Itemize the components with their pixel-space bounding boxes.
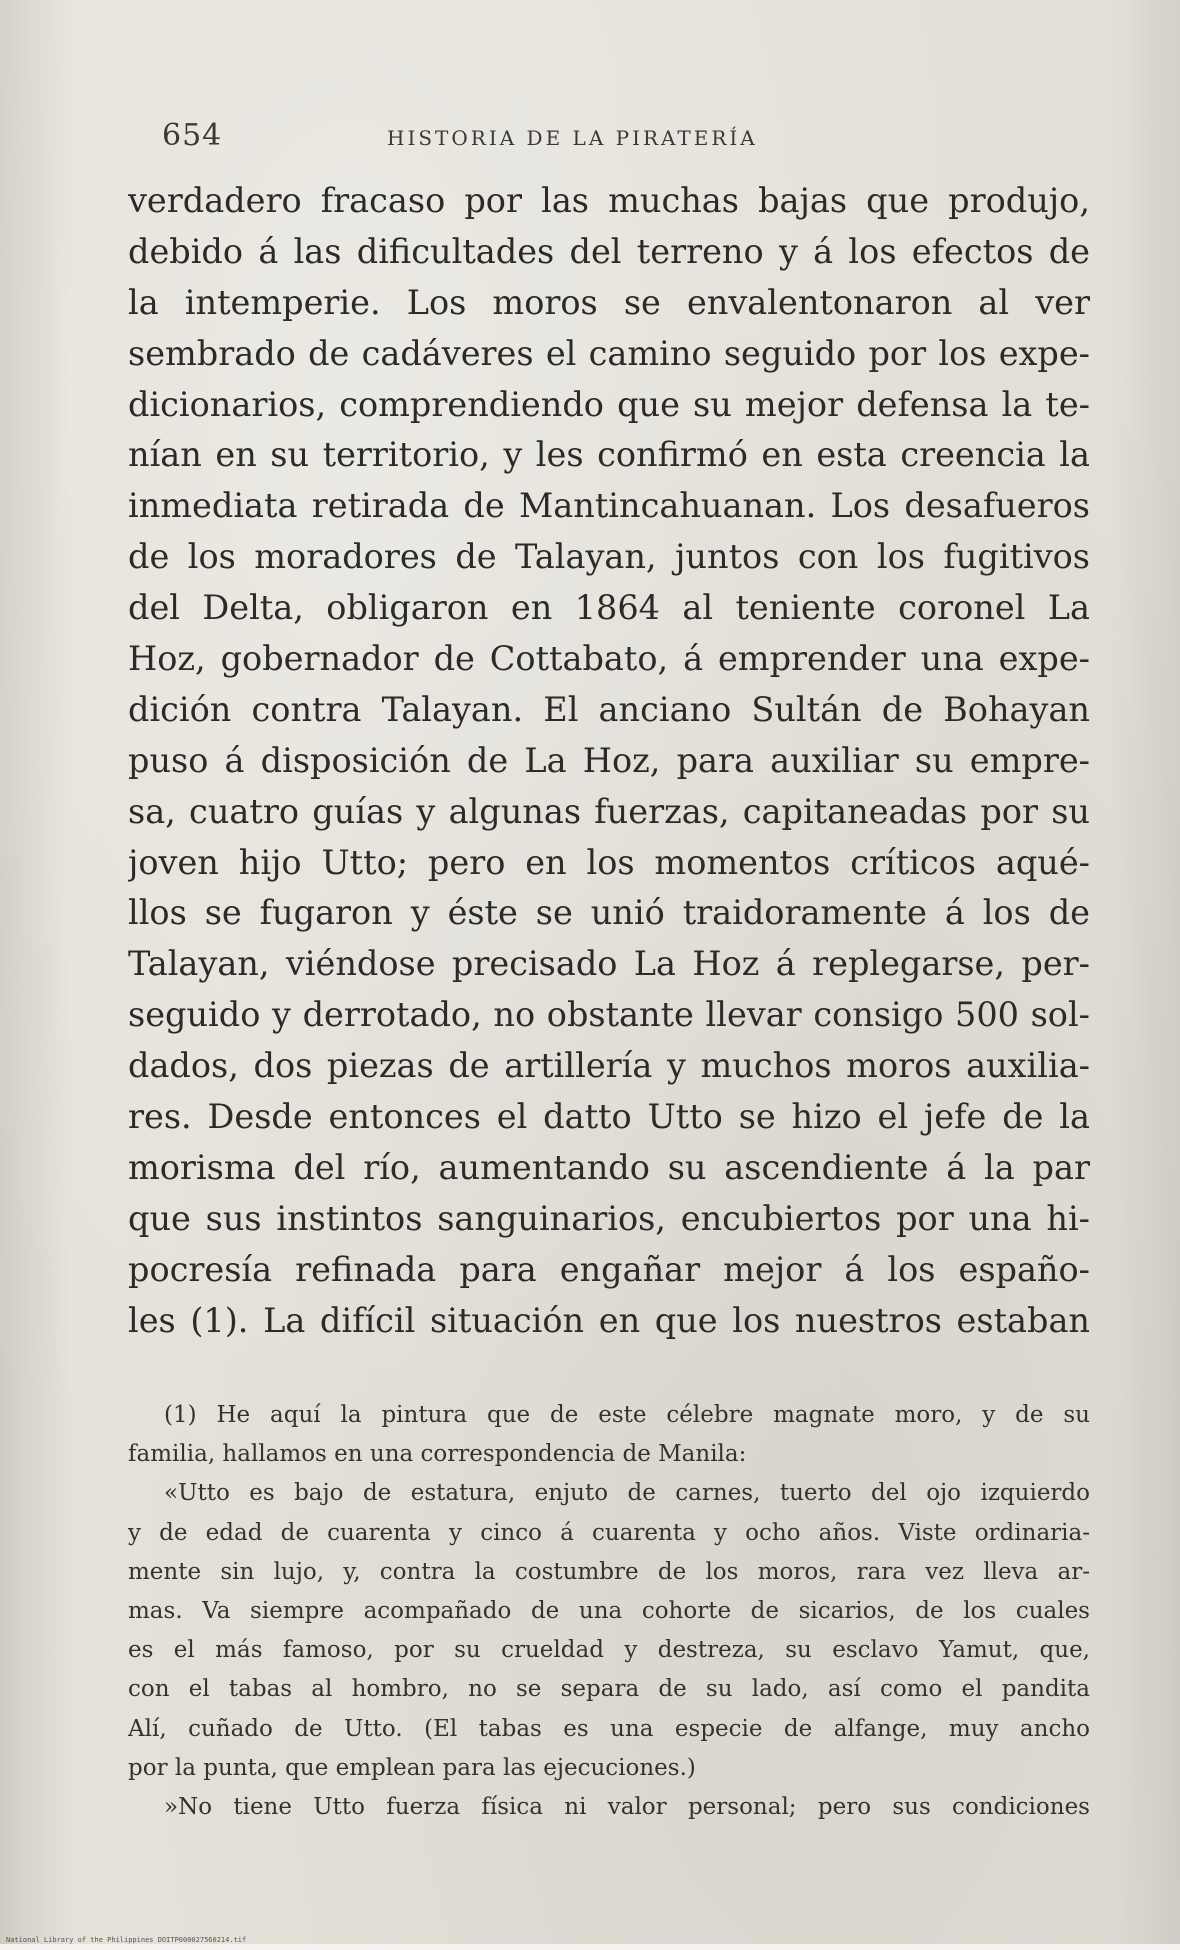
- footnote-line: mas. Va siempre acompañado de una cohorte de sicarios, de los cuales: [128, 1597, 1090, 1624]
- body-line: seguido y derrotado, no obstante llevar consigo 500 sol-: [128, 995, 1090, 1035]
- body-text: [128, 176, 1090, 1346]
- body-line: que sus instintos sanguinarios, encubiertos por una hi-: [128, 1198, 1090, 1238]
- footnote-line: »No tiene Utto fuerza física ni valor personal; pero sus condiciones: [164, 1793, 1090, 1820]
- body-line: les (1). La difícil situación en que los nuestros estaban: [128, 1300, 1090, 1340]
- body-line: debido á las dificultades del terreno y á los efectos de: [128, 231, 1090, 271]
- body-line: pocresía refinada para engañar mejor á los españo-: [128, 1249, 1090, 1289]
- page-number: 654: [162, 118, 223, 153]
- page-header: [162, 118, 1090, 158]
- footnote-line: es el más famoso, por su crueldad y destreza, su esclavo Yamut, que,: [128, 1637, 1090, 1664]
- body-line: sa, cuatro guías y algunas fuerzas, capitaneadas por su: [128, 791, 1090, 831]
- body-line: nían en su territorio, y les confirmó en esta creencia la: [128, 435, 1090, 475]
- body-line: dicionarios, comprendiendo que su mejor defensa la te-: [128, 384, 1090, 424]
- body-line: Talayan, viéndose precisado La Hoz á replegarse, per-: [128, 944, 1090, 984]
- body-line: dición contra Talayan. El anciano Sultán de Bohayan: [128, 689, 1090, 729]
- body-line: dados, dos piezas de artillería y muchos moros auxilia-: [128, 1046, 1090, 1086]
- body-line: la intemperie. Los moros se envalentonaron al ver: [128, 282, 1090, 322]
- body-line: sembrado de cadáveres el camino seguido por los expe-: [128, 333, 1090, 373]
- footnote-line: Alí, cuñado de Utto. (El tabas es una especie de alfange, muy ancho: [128, 1715, 1090, 1742]
- body-line: de los moradores de Talayan, juntos con los fugitivos: [128, 537, 1090, 577]
- footnote-line: familia, hallamos en una correspondencia de Manila:: [128, 1441, 747, 1468]
- page-bottom-edge: [0, 1944, 1180, 1950]
- body-line: joven hijo Utto; pero en los momentos críticos aqué-: [128, 842, 1090, 882]
- body-line: llos se fugaron y éste se unió traidoramente á los de: [128, 893, 1090, 933]
- footnote-line: por la punta, que emplean para las ejecuciones.): [128, 1754, 696, 1781]
- body-line: morisma del río, aumentando su ascendiente á la par: [128, 1147, 1090, 1187]
- footnotes: [128, 1396, 1090, 1827]
- footnote-line: (1) He aquí la pintura que de este célebre magnate moro, y de su: [164, 1402, 1090, 1428]
- body-line: inmediata retirada de Mantincahuanan. Los desafueros: [128, 486, 1090, 526]
- body-line: res. Desde entonces el datto Utto se hizo el jefe de la: [128, 1097, 1090, 1137]
- scan-credit: National Library of the Philippines DOITP000027560214.tif: [6, 1936, 247, 1944]
- footnote-line: con el tabas al hombro, no se separa de su lado, así como el pandita: [128, 1676, 1090, 1703]
- body-line: verdadero fracaso por las muchas bajas que produjo,: [128, 181, 1090, 220]
- footnote-line: y de edad de cuarenta y cinco á cuarenta y ocho años. Viste ordinaria-: [128, 1519, 1090, 1546]
- footnote-line: «Utto es bajo de estatura, enjuto de carnes, tuerto del ojo izquierdo: [164, 1480, 1090, 1507]
- body-line: Hoz, gobernador de Cottabato, á emprender una expe-: [128, 639, 1090, 679]
- footnote-line: mente sin lujo, y, contra la costumbre de los moros, rara vez lleva ar-: [128, 1558, 1090, 1585]
- body-line: puso á disposición de La Hoz, para auxiliar su empre-: [128, 740, 1090, 780]
- running-title: HISTORIA DE LA PIRATERÍA: [387, 126, 758, 150]
- body-line: del Delta, obligaron en 1864 al teniente coronel La: [128, 588, 1090, 628]
